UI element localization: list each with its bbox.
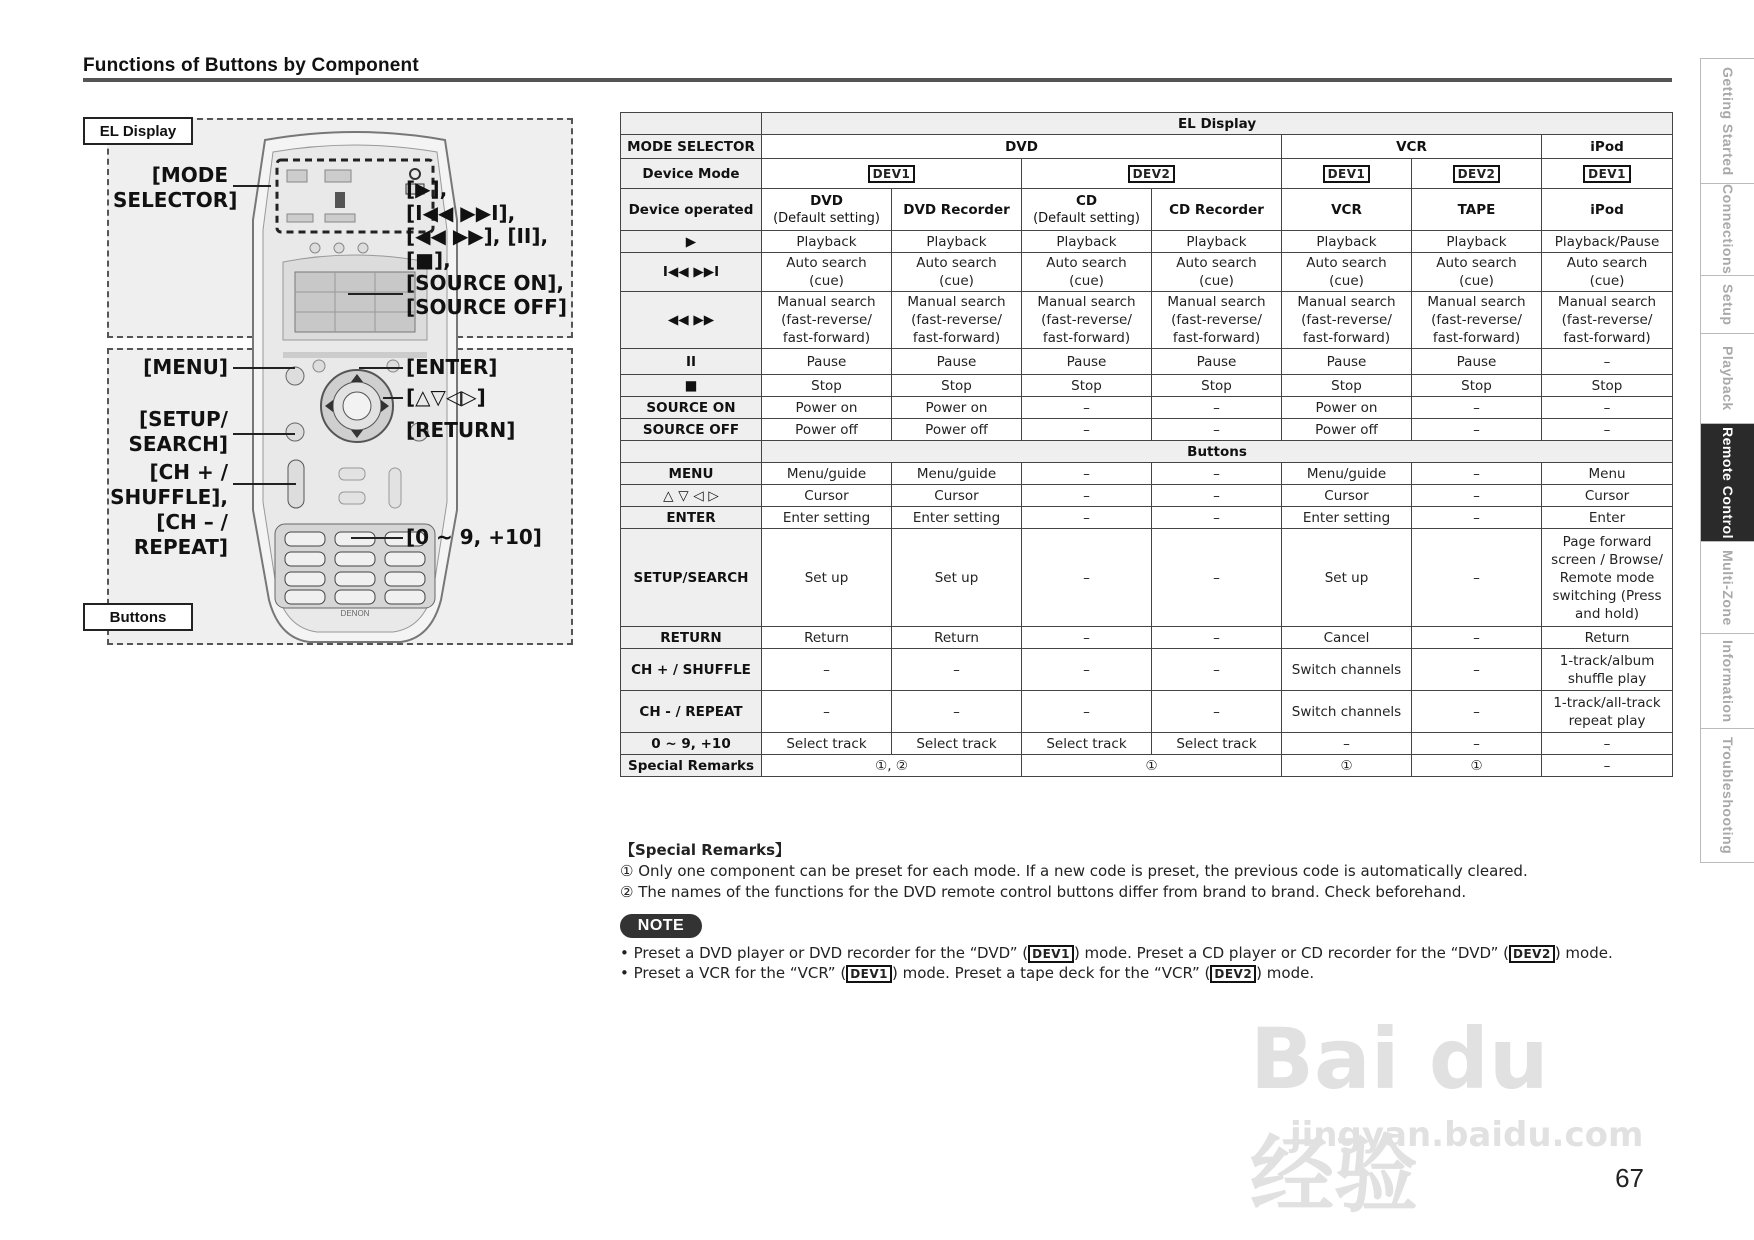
table-cell: Auto search (cue) bbox=[1542, 253, 1673, 292]
table-cell: Select track bbox=[1022, 733, 1152, 755]
table-cell: Manual search (fast-reverse/ fast-forward) bbox=[1282, 292, 1412, 349]
table-cell: Playback bbox=[1282, 231, 1412, 253]
row-label: ▶ bbox=[621, 231, 762, 253]
callout-cursor: [△▽◁▷] bbox=[406, 385, 486, 409]
leader-enter bbox=[359, 367, 403, 369]
mode-selector-label: MODE SELECTOR bbox=[621, 135, 762, 159]
table-cell: Manual search (fast-reverse/ fast-forward) bbox=[1022, 292, 1152, 349]
note-badge: NOTE bbox=[620, 914, 702, 938]
dev-badge: DEV2 bbox=[1509, 945, 1555, 963]
table-cell: – bbox=[1022, 419, 1152, 441]
note-line-1: • Preset a DVD player or DVD recorder for the “DVD” ( DEV1 ) mode. Preset a CD player or CD recorder for the “DVD” ( DEV2 ) mode. bbox=[620, 944, 1613, 962]
table-cell: Pause bbox=[1152, 349, 1282, 375]
callout-ch: [CH + / SHUFFLE], [CH – / REPEAT] bbox=[110, 460, 228, 559]
table-cell: – bbox=[1152, 627, 1282, 649]
leader-mode-selector bbox=[233, 185, 271, 187]
row-label: MENU bbox=[621, 463, 762, 485]
brand-text: DENON bbox=[340, 609, 370, 618]
table-cell: Playback bbox=[1152, 231, 1282, 253]
row-label: SOURCE OFF bbox=[621, 419, 762, 441]
dev-badge: DEV2 bbox=[1210, 965, 1256, 983]
table-cell: Set up bbox=[762, 529, 892, 627]
special-remarks-title: 【Special Remarks】 bbox=[620, 841, 791, 859]
special-remark-1: ① Only one component can be preset for each mode. If a new code is preset, the previous code is automatically cleared. bbox=[620, 862, 1528, 880]
table-cell: – bbox=[1022, 627, 1152, 649]
table-cell: Auto search (cue) bbox=[1412, 253, 1542, 292]
table-cell: Manual search (fast-reverse/ fast-forward) bbox=[1412, 292, 1542, 349]
table-row bbox=[621, 649, 1673, 691]
leader-setup bbox=[233, 433, 295, 435]
device-vcr: VCR bbox=[1282, 189, 1412, 231]
table-cell: – bbox=[1412, 507, 1542, 529]
table-row bbox=[621, 419, 1673, 441]
table-cell: Auto search (cue) bbox=[1022, 253, 1152, 292]
table-cell: – bbox=[1152, 397, 1282, 419]
table-cell: Enter setting bbox=[1282, 507, 1412, 529]
table-cell: Pause bbox=[1412, 349, 1542, 375]
table-cell: Playback bbox=[1022, 231, 1152, 253]
table-cell: Pause bbox=[1282, 349, 1412, 375]
device-cd: CD (Default setting) bbox=[1022, 189, 1152, 231]
table-cell: – bbox=[1152, 507, 1282, 529]
table-cell: Auto search (cue) bbox=[1152, 253, 1282, 292]
table-row bbox=[621, 691, 1673, 733]
mode-dvd: DVD bbox=[762, 135, 1282, 159]
side-tabs bbox=[1700, 58, 1754, 863]
side-tab-remote-control[interactable]: Remote Control bbox=[1701, 423, 1754, 541]
row-label: SOURCE ON bbox=[621, 397, 762, 419]
note-line-2: • Preset a VCR for the “VCR” ( DEV1 ) mode. Preset a tape deck for the “VCR” ( DEV2 ) mode. bbox=[620, 964, 1315, 982]
table-row bbox=[621, 375, 1673, 397]
el-display-header: EL Display bbox=[762, 113, 1673, 135]
table-cell: – bbox=[1022, 507, 1152, 529]
table-cell: Auto search (cue) bbox=[892, 253, 1022, 292]
callout-mode-selector: [MODE SELECTOR] bbox=[113, 163, 238, 212]
table-cell: Pause bbox=[762, 349, 892, 375]
table-cell: – bbox=[1542, 733, 1673, 755]
table-cell: – bbox=[1152, 691, 1282, 733]
row-label: ■ bbox=[621, 375, 762, 397]
table-cell: Set up bbox=[1282, 529, 1412, 627]
table-cell: – bbox=[1412, 649, 1542, 691]
special-remark-2: ② The names of the functions for the DVD remote control buttons differ from brand to brand. Check beforehand. bbox=[620, 883, 1467, 901]
table-cell: – bbox=[1412, 397, 1542, 419]
table-cell: Return bbox=[1542, 627, 1673, 649]
table-cell: Cursor bbox=[1282, 485, 1412, 507]
table-cell: – bbox=[1412, 733, 1542, 755]
table-cell: Menu bbox=[1542, 463, 1673, 485]
table-cell: – bbox=[1022, 691, 1152, 733]
side-tab-multi-zone[interactable]: Multi-Zone bbox=[1701, 541, 1754, 633]
table-cell: Enter setting bbox=[762, 507, 892, 529]
page-number: 67 bbox=[1615, 1163, 1644, 1193]
table-cell: – bbox=[1542, 349, 1673, 375]
special-remark-ipod: – bbox=[1542, 755, 1673, 777]
table-cell: – bbox=[1152, 485, 1282, 507]
table-cell: – bbox=[1412, 463, 1542, 485]
table-cell: Manual search (fast-reverse/ fast-forward) bbox=[1542, 292, 1673, 349]
table-cell: Set up bbox=[892, 529, 1022, 627]
row-label: II bbox=[621, 349, 762, 375]
table-cell: Menu/guide bbox=[892, 463, 1022, 485]
table-cell: Stop bbox=[1412, 375, 1542, 397]
table-cell: Playback bbox=[892, 231, 1022, 253]
side-tab-connections[interactable]: Connections bbox=[1701, 183, 1754, 275]
row-label: SETUP/SEARCH bbox=[621, 529, 762, 627]
table-cell: – bbox=[892, 691, 1022, 733]
table-cell: – bbox=[1022, 397, 1152, 419]
table-cell: Select track bbox=[762, 733, 892, 755]
table-cell: – bbox=[1022, 649, 1152, 691]
special-remarks bbox=[620, 840, 1680, 903]
table-row bbox=[621, 397, 1673, 419]
row-label: ◀◀ ▶▶ bbox=[621, 292, 762, 349]
table-cell: Power off bbox=[762, 419, 892, 441]
functions-table bbox=[620, 112, 1673, 777]
row-label: CH + / SHUFFLE bbox=[621, 649, 762, 691]
table-row bbox=[621, 292, 1673, 349]
table-cell: Manual search (fast-reverse/ fast-forward) bbox=[892, 292, 1022, 349]
row-label: RETURN bbox=[621, 627, 762, 649]
table-cell: Power off bbox=[1282, 419, 1412, 441]
table-cell: Stop bbox=[892, 375, 1022, 397]
table-cell: – bbox=[892, 649, 1022, 691]
callout-enter: [ENTER] bbox=[406, 355, 498, 379]
table-cell: Playback bbox=[1412, 231, 1542, 253]
leader-transport bbox=[348, 293, 403, 295]
dev-badge: DEV1 bbox=[1583, 165, 1631, 183]
buttons-header: Buttons bbox=[762, 441, 1673, 463]
remote-diagram bbox=[83, 115, 573, 645]
table-cell: Power on bbox=[1282, 397, 1412, 419]
table-cell: Stop bbox=[1022, 375, 1152, 397]
table-cell: – bbox=[1022, 463, 1152, 485]
table-cell: Pause bbox=[1022, 349, 1152, 375]
table-cell: Pause bbox=[892, 349, 1022, 375]
el-display-label: EL Display bbox=[83, 117, 193, 145]
device-dvd: DVD (Default setting) bbox=[762, 189, 892, 231]
table-cell: Select track bbox=[892, 733, 1022, 755]
special-remark-vcr1: ① bbox=[1282, 755, 1412, 777]
table-row bbox=[621, 485, 1673, 507]
table-cell: Playback/Pause bbox=[1542, 231, 1673, 253]
table-cell: Page forward screen / Browse/ Remote mode switching (Press and hold) bbox=[1542, 529, 1673, 627]
table-row bbox=[621, 253, 1673, 292]
device-mode-label: Device Mode bbox=[621, 159, 762, 189]
table-cell: Cursor bbox=[1542, 485, 1673, 507]
table-cell: – bbox=[1412, 419, 1542, 441]
dev-badge: DEV1 bbox=[1028, 945, 1074, 963]
table-cell: – bbox=[762, 691, 892, 733]
side-tab-information[interactable]: Information bbox=[1701, 633, 1754, 728]
table-cell: – bbox=[1542, 397, 1673, 419]
table-cell: Cancel bbox=[1282, 627, 1412, 649]
table-cell: – bbox=[1542, 419, 1673, 441]
side-tab-troubleshooting[interactable]: Troubleshooting bbox=[1701, 728, 1754, 863]
table-cell: Power on bbox=[762, 397, 892, 419]
mode-ipod: iPod bbox=[1542, 135, 1673, 159]
callout-transport: [▶], [I◀◀ ▶▶I], [◀◀ ▶▶], [II], [■], [SOURCE ON], [SOURCE OFF] bbox=[406, 177, 567, 319]
table-cell: – bbox=[1412, 627, 1542, 649]
section-title: Functions of Buttons by Component bbox=[83, 55, 419, 76]
title-rule bbox=[83, 78, 1672, 82]
table-cell: – bbox=[1022, 485, 1152, 507]
table-cell: Manual search (fast-reverse/ fast-forward) bbox=[762, 292, 892, 349]
table-cell: – bbox=[762, 649, 892, 691]
table-cell: – bbox=[1412, 529, 1542, 627]
table-cell: Stop bbox=[1152, 375, 1282, 397]
dev-badge: DEV2 bbox=[1128, 165, 1176, 183]
table-cell: Return bbox=[762, 627, 892, 649]
leader-cursor bbox=[383, 397, 403, 399]
special-remark-vcr2: ① bbox=[1412, 755, 1542, 777]
el-display-rows bbox=[621, 231, 1673, 441]
table-cell: Stop bbox=[1542, 375, 1673, 397]
row-label: ENTER bbox=[621, 507, 762, 529]
table-cell: Enter bbox=[1542, 507, 1673, 529]
table-cell: Cursor bbox=[762, 485, 892, 507]
dev-badge: DEV1 bbox=[868, 165, 916, 183]
dev-badge: DEV2 bbox=[1453, 165, 1501, 183]
table-cell: Menu/guide bbox=[1282, 463, 1412, 485]
button-rows bbox=[621, 463, 1673, 755]
row-label: I◀◀ ▶▶I bbox=[621, 253, 762, 292]
table-cell: Menu/guide bbox=[762, 463, 892, 485]
device-operated-label: Device operated bbox=[621, 189, 762, 231]
table-cell: Manual search (fast-reverse/ fast-forward) bbox=[1152, 292, 1282, 349]
table-cell: Playback bbox=[762, 231, 892, 253]
table-cell: – bbox=[1152, 649, 1282, 691]
side-tab-playback[interactable]: Playback bbox=[1701, 333, 1754, 423]
table-cell: – bbox=[1412, 691, 1542, 733]
table-cell: Auto search (cue) bbox=[762, 253, 892, 292]
table-cell: – bbox=[1152, 529, 1282, 627]
table-cell: Power off bbox=[892, 419, 1022, 441]
callout-return: [RETURN] bbox=[406, 418, 516, 442]
table-cell: Power on bbox=[892, 397, 1022, 419]
row-label: CH - / REPEAT bbox=[621, 691, 762, 733]
table-cell: Return bbox=[892, 627, 1022, 649]
table-cell: Stop bbox=[762, 375, 892, 397]
special-remark-dvd1: ①, ② bbox=[762, 755, 1022, 777]
device-cd-recorder: CD Recorder bbox=[1152, 189, 1282, 231]
table-cell: Switch channels bbox=[1282, 691, 1412, 733]
table-cell: – bbox=[1152, 419, 1282, 441]
special-remarks-label: Special Remarks bbox=[621, 755, 762, 777]
dev-badge: DEV1 bbox=[846, 965, 892, 983]
callout-numbers: [0 ~ 9, +10] bbox=[406, 525, 542, 549]
table-row bbox=[621, 349, 1673, 375]
table-cell: Stop bbox=[1282, 375, 1412, 397]
table-row bbox=[621, 627, 1673, 649]
callout-menu: [MENU] bbox=[143, 355, 228, 379]
leader-numbers bbox=[351, 537, 403, 539]
side-tab-getting-started[interactable]: Getting Started bbox=[1701, 58, 1754, 183]
table-row bbox=[621, 231, 1673, 253]
table-row bbox=[621, 529, 1673, 627]
callout-setup-search: [SETUP/ SEARCH] bbox=[128, 407, 228, 456]
table-cell: – bbox=[1152, 463, 1282, 485]
table-row bbox=[621, 463, 1673, 485]
table-cell: 1-track/all-track repeat play bbox=[1542, 691, 1673, 733]
leader-menu bbox=[233, 367, 295, 369]
table-row bbox=[621, 507, 1673, 529]
leader-ch bbox=[233, 483, 296, 485]
table-cell: – bbox=[1022, 529, 1152, 627]
device-ipod: iPod bbox=[1542, 189, 1673, 231]
table-cell: Select track bbox=[1152, 733, 1282, 755]
table-cell: – bbox=[1412, 485, 1542, 507]
table-cell: Cursor bbox=[892, 485, 1022, 507]
device-dvd-recorder: DVD Recorder bbox=[892, 189, 1022, 231]
table-cell: 1-track/album shuffle play bbox=[1542, 649, 1673, 691]
special-remark-dvd2: ① bbox=[1022, 755, 1282, 777]
table-cell: Enter setting bbox=[892, 507, 1022, 529]
table-row bbox=[621, 733, 1673, 755]
baidu-watermark: Bai du 经验 jingyan.baidu.com bbox=[1250, 1010, 1644, 1224]
table-cell: Auto search (cue) bbox=[1282, 253, 1412, 292]
mode-vcr: VCR bbox=[1282, 135, 1542, 159]
row-label: 0 ~ 9, +10 bbox=[621, 733, 762, 755]
side-tab-setup[interactable]: Setup bbox=[1701, 275, 1754, 333]
row-label: △ ▽ ◁ ▷ bbox=[621, 485, 762, 507]
dev-badge: DEV1 bbox=[1323, 165, 1371, 183]
device-tape: TAPE bbox=[1412, 189, 1542, 231]
table-cell: Switch channels bbox=[1282, 649, 1412, 691]
table-cell: – bbox=[1282, 733, 1412, 755]
buttons-label: Buttons bbox=[83, 603, 193, 631]
